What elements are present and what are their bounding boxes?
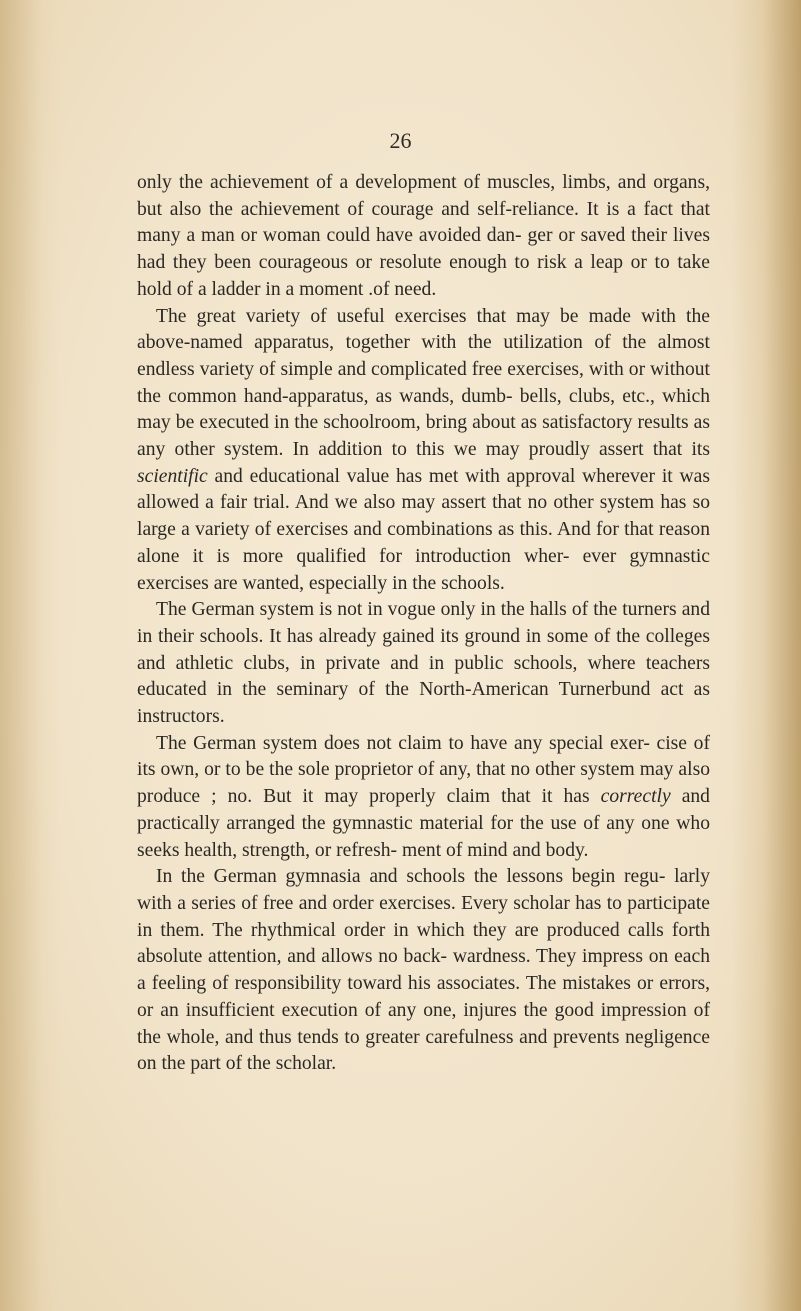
paragraph-1-text: only the achievement of a development of muscles, limbs, and organs, but also the achievement of courage and self-reliance. It is a fact that many a man or woman could have avoided dan- ger or saved their lives had they been courageous or resolute enough to risk a leap or to take hold of a ladder in a moment .of need. xyxy=(137,172,710,300)
paragraph-4-text-before: The German system does not claim to have any special exer- cise of its own, or to be the sole proprietor of any, that no other system may also produce ; no. But it may properly claim that it has xyxy=(137,732,710,808)
paragraph-2-text-before: The great variety of useful exercises that may be made with the above-named apparatus, together with the utilization of the almost endless variety of simple and complicated free exercises, with or without the common hand-apparatus, as wands, dumb- bells, clubs, etc., which may be executed in the schoolroom, bring about as satisfactory results as any other system. In addition to this we may proudly assert that its xyxy=(137,305,710,461)
paragraph-3 xyxy=(137,597,710,731)
paragraph-1 xyxy=(137,170,710,304)
aged-left-edge xyxy=(0,0,60,1311)
paragraph-2-text-after: and educational value has met with approval wherever it was allowed a fair trial. And we also may assert that no other system has so large a variety of exercises and combinations as this. And for that reason alone it is more qualified for introduction wher- ever gymnastic exercises are wanted, especially in the schools. xyxy=(137,465,710,594)
paragraph-4 xyxy=(137,731,710,865)
paragraph-2-emphasis: scientific xyxy=(137,465,208,487)
paragraph-4-text-after: and practically arranged the gymnastic material for the use of any one who seeks health, strength, or refresh- ment of mind and body. xyxy=(137,786,710,861)
paragraph-5 xyxy=(137,864,710,1078)
page-number: 26 xyxy=(389,128,412,153)
paragraph-5-text: In the German gymnasia and schools the lessons begin regu- larly with a series of free and order exercises. Every scholar has to participate in them. The rhythmical order in which they are produced calls forth absolute attention, and allows no back- wardness. They impress on each a feeling of responsibility toward his associates. The mistakes or errors, or an insufficient execution of any one, injures the good impression of the whole, and thus tends to greater carefulness and prevents negligence on the part of the scholar. xyxy=(137,866,710,1075)
paragraph-4-emphasis: correctly xyxy=(600,786,671,808)
body-text xyxy=(137,170,710,1078)
paragraph-2 xyxy=(137,304,710,598)
aged-right-edge xyxy=(731,0,801,1311)
paragraph-3-text: The German system is not in vogue only in the halls of the turners and in their schools. It has already gained its ground in some of the colleges and athletic clubs, in private and in public schools, where teachers educated in the seminary of the North-American Turnerbund act as instructors. xyxy=(137,599,710,728)
